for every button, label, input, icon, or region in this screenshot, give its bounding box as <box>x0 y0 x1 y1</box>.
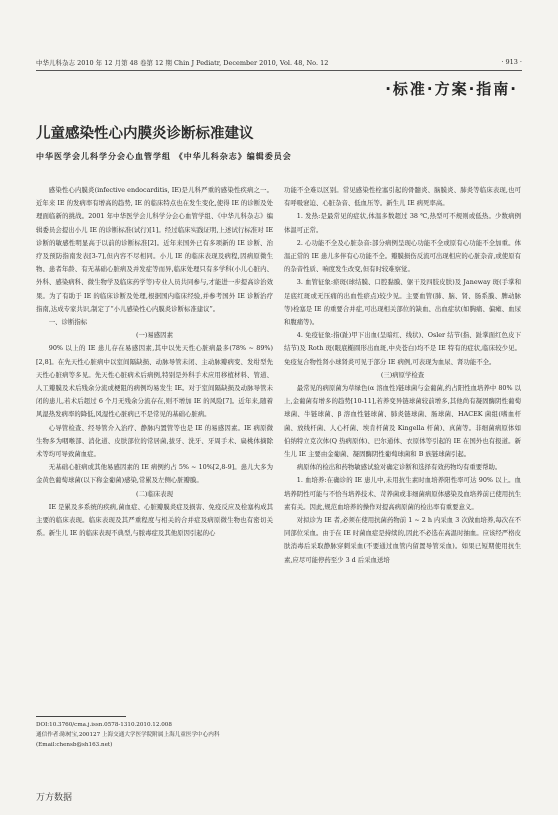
subsection-heading: (二)临床表现 <box>136 489 173 498</box>
subsection-heading: (一)易感因素 <box>136 331 173 340</box>
paragraph: 感染性心内膜炎(infective endocarditis, IE)是儿科严重的感染性疾病之一。近年来 IE 的发病率有增高的趋势, IE 的临床特点也在发生变化,使得 IE 的诊断及处理面临新的挑战。2001 年中华医学会儿科学分会心血管学组、《中华儿科杂志》编辑委员会提出小儿 IE 的诊断标准(试行)[1]。经过临床实践证明,上述试行标准对 IE 诊断的敏感性明显高于以前的诊断标准[2]。近年来国外已有多项新的 IE 诊断、治疗及预防指南发表[3-7],但内容不尽相同。小儿 IE 的临床表现及病程,因病原微生物、患者年龄、有无基础心脏病及并发症等而异,临床处理只有多学科(小儿心脏内、外科、感染病科、微生物学及临床药学等)专业人员共同参与,才能进一步提高诊治效果。为了有助于 IE 的临床诊断及处理,根据国内临床经验,并参考国外 IE 诊断治疗指南,达成专家共识,制定了“小儿感染性心内膜炎诊断标准建议”。 <box>36 186 273 313</box>
paragraph: 心导管检查、经导管介入治疗、静脉内置管等也是 IE 的易感因素。IE 病原微生物多为咽喉部、消化道、皮肤部位的常居菌,拔牙、洗牙、牙周手术、扁桃体摘除术等均可导致菌血症。 <box>36 423 273 459</box>
footnote-rule <box>36 716 126 717</box>
paragraph: 功能不全难以区别。常见感染性栓塞引起的骨髓炎、脑膜炎、肺炎等临床表现,也可有呼吸窘迫、心脏杂音、低血压等。新生儿 IE 病死率高。 <box>284 186 521 208</box>
paragraph: 2. 心功能不全及心脏杂音:部分病例呈现心功能不全或原有心功能不全加重。体温正常的 IE 患儿多伴有心功能不全。瓣膜损伤反流可出现相应的心脏杂音,或使原有的杂音性质、响度发生改变,但有时较难察觉。 <box>284 238 521 274</box>
paragraph: 最常见的病原菌为草绿色(α 溶血性)链球菌与金葡菌,约占阳性血培养中 80% 以上,金葡菌有增多的趋势[10-11],若养变异链球菌较前增多,其他尚有凝固酶阴性葡萄球菌、牛链球菌、β 溶血性链球菌、肺炎链球菌、肠球菌、HACEK 菌组(嗜血杆菌、放线杆菌、人心杆菌、埃肯杆菌及 Kingella 杆菌)、真菌等。非细菌病原体如伯纳特立克次体(Q 热病原体)、巴尔通体、衣原体等引起的 IE 在国外也有报道。新生儿 IE 主要由金葡菌、凝固酶阴性葡萄球菌和 B 族链球菌引起。 <box>284 384 521 459</box>
paragraph: 1. 血培养:在确诊的 IE 患儿中,未用抗生素时血培养阳性率可达 90% 以上。血培养阴性可能与不恰当培养技术、苛养菌或非细菌病原体感染及血培养前已使用抗生素有关。因此,规范血培养的操作对提高病原菌的检出率有重要意义。 <box>284 476 521 511</box>
paragraph: 对拟诊为 IE 者,必须在使用抗菌药物前 1 ~ 2 h 内采血 3 次做血培养,每次在不同部位采血。由于在 IE 时菌血症是持续的,因此不必选在高温时抽血。应该经严格皮肤消毒后采取静脉穿刺采血(不要通过血管内留置导管采血)。如果已短期使用抗生素,应尽可能停药至少 3 d 后采血送培 <box>284 516 521 564</box>
section-heading: 一、诊断指标 <box>48 318 88 327</box>
page-number: · 913 · <box>501 58 522 66</box>
left-column <box>36 184 273 704</box>
section-label: ·标准·方案·指南· <box>385 80 518 98</box>
paragraph: 1. 发热:是最常见的症状,体温多数超过 38 ℃,热型可不规则或低热。少数病例体温可正常。 <box>284 212 521 234</box>
paragraph: 90% 以上的 IE 患儿存在易感因素,其中以先天性心脏病最多(78% ~ 89%)[2,8]。在先天性心脏病中以室间隔缺损、动脉导管未闭、主动脉瓣病变、发绀型先天性心脏病等多见。先天性心脏病术后病例,特别是外科手术应用移植材料、管道、人工瓣膜及术后残余分流或梗阻的病例均易发生 IE。对于室间隔缺损及动脉导管未闭的患儿,若术后超过 6 个月无残余分流存在,则不增加 IE 的风险[7]。近年来,随着风湿热发病率的降低,风湿性心脏病已不是常见的基础心脏病。 <box>36 344 273 419</box>
footnote <box>36 720 276 750</box>
paragraph: 病原体的检出和药物敏感试验对确定诊断和选择有效药物均有重要帮助。 <box>296 463 502 472</box>
paragraph: 3. 血管征象:瘀斑(球结膜、口腔黏膜、躯干及四肢皮肤)及 Janeway 斑(手掌和足底红斑或无压痛的出血性瘀点)较少见。主要血管(肺、脑、肾、肠系膜、脾动脉等)栓塞是 IE 的重要合并症,可出现相关部位的缺血、出血症状(如胸痛、偏瘫、血尿和腹痛等)。 <box>284 278 521 327</box>
watermark: 万方数据 <box>36 793 73 803</box>
article-authors: 中华医学会儿科学分会心血管学组 《中华儿科杂志》编辑委员会 <box>36 152 292 161</box>
paragraph: 4. 免疫征象:指(趾)甲下出血(呈暗红、线状)、Osler 结节(指、趾掌面红色皮下结节)及 Roth 斑(眼底椭圆形出血斑,中央苍白)均不是 IE 特有的症状,临床较少见。免疫复合物性肾小球肾炎可见于部分 IE 病例,可表现为血尿、肾功能不全。 <box>284 331 521 366</box>
paragraph: 无基础心脏病或其他易感因素的 IE 病例约占 5% ~ 10%[2,8-9]。患儿大多为金黄色葡萄球菌(以下称金葡菌)感染,常累及左侧心脏瓣膜。 <box>36 463 273 485</box>
subsection-heading: (三)病原学检查 <box>380 370 425 379</box>
doi-line: DOI:10.3760/cma.j.issn.0578-1310.2010.12.008 <box>36 722 172 728</box>
correspondence-line: 通信作者:陈树宝,200127 上海交通大学医学院附属上海儿童医学中心内科(Email:chensb@sh163.net) <box>36 732 220 748</box>
running-header <box>36 58 522 71</box>
journal-citation: 中华儿科杂志 2010 年 12 月第 48 卷第 12 期 Chin J Pediatr, December 2010, Vol. 48, No. 12 <box>36 59 329 67</box>
article-title: 儿童感染性心内膜炎诊断标准建议 <box>36 126 254 142</box>
right-column <box>284 184 521 774</box>
paragraph: IE 是累及多系统的疾病,菌血症、心脏瓣膜炎症及损害、免疫反应及栓塞构成其主要的临床表现。临床表现及其严重程度与相关的合并症及病原微生物也有密切关系。新生儿 IE 的临床表现不典型,与脓毒症及其他原因引起的心 <box>36 502 273 538</box>
